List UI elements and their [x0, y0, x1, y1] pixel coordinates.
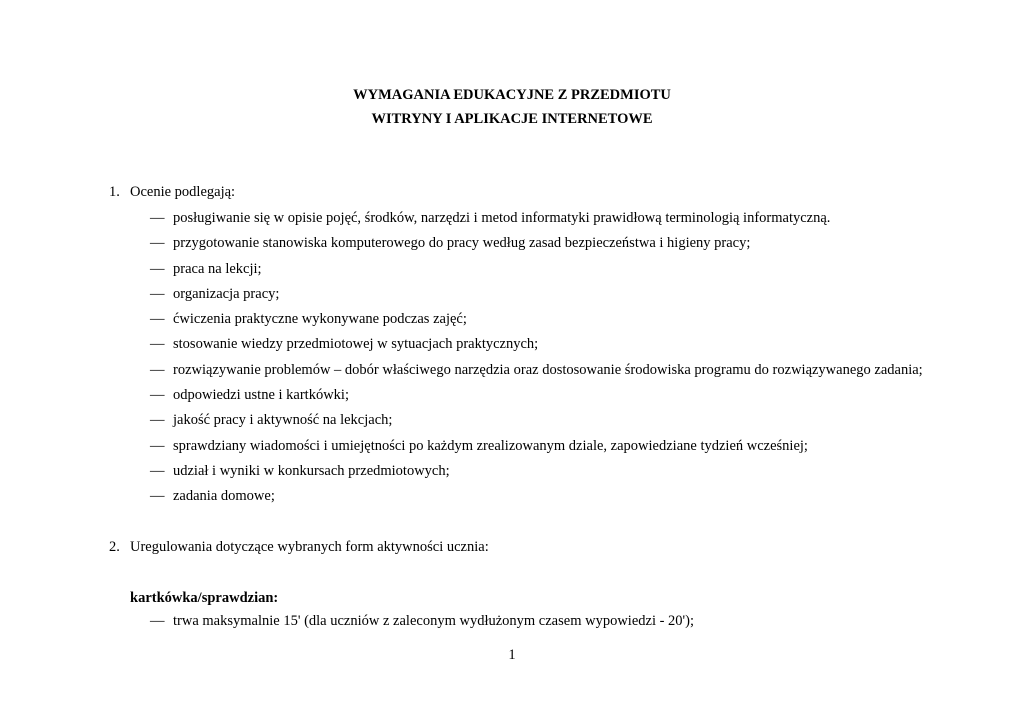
section-2-number: 2.	[109, 539, 120, 555]
list-item	[150, 336, 923, 361]
bullet-dash: —	[150, 387, 165, 404]
list-item	[150, 387, 923, 412]
list-item	[150, 261, 923, 286]
bullet-dash: —	[150, 613, 165, 629]
bullet-dash: —	[150, 488, 165, 505]
list-item-text: udział i wyniki w konkursach przedmiotowych;	[173, 462, 450, 479]
list-item	[150, 311, 923, 336]
section-2-list	[150, 613, 694, 630]
list-item-text: organizacja pracy;	[173, 285, 280, 302]
section-2-heading	[109, 539, 489, 556]
bullet-dash: —	[150, 336, 165, 353]
page-number: 1	[508, 647, 516, 663]
list-item-text: przygotowanie stanowiska komputerowego do pracy według zasad bezpieczeństwa i higieny pracy;	[173, 235, 751, 252]
list-item-text: zadania domowe;	[173, 488, 275, 505]
list-item-text: rozwiązywanie problemów – dobór właściwego narzędzia oraz dostosowanie środowiska programu do rozwiązywanego zadania;	[173, 361, 923, 378]
list-item-text: praca na lekcji;	[173, 260, 262, 277]
list-item-text: stosowanie wiedzy przedmiotowej w sytuacjach praktycznych;	[173, 336, 539, 353]
section-2-title: Uregulowania dotyczące wybranych form aktywności ucznia:	[130, 539, 489, 555]
list-item-text: jakość pracy i aktywność na lekcjach;	[173, 412, 393, 429]
list-item	[150, 235, 923, 260]
list-item-text: trwa maksymalnie 15' (dla uczniów z zaleconym wydłużonym czasem wypowiedzi - 20');	[173, 613, 695, 629]
list-item	[150, 488, 923, 513]
bullet-dash: —	[150, 462, 165, 479]
section-2-subheading: kartkówka/sprawdzian:	[130, 590, 279, 606]
bullet-dash: —	[150, 437, 165, 454]
bullet-dash: —	[150, 235, 165, 252]
list-item	[150, 210, 923, 235]
section-1-list	[150, 210, 923, 514]
list-item	[150, 412, 923, 437]
section-1-number: 1.	[109, 184, 120, 200]
list-item	[150, 286, 923, 311]
bullet-dash: —	[150, 311, 165, 328]
list-item-text: ćwiczenia praktyczne wykonywane podczas zajęć;	[173, 311, 467, 328]
list-item-text: posługiwanie się w opisie pojęć, środków, narzędzi i metod informatyki prawidłową terminologią informatyczną.	[173, 210, 831, 226]
list-item	[150, 362, 923, 387]
list-item	[150, 463, 923, 488]
section-1-heading	[109, 184, 235, 201]
bullet-dash: —	[150, 361, 165, 378]
list-item-text: sprawdziany wiadomości i umiejętności po każdym zrealizowanym dziale, zapowiedziane tydzień wcześniej;	[173, 437, 808, 454]
bullet-dash: —	[150, 285, 165, 302]
bullet-dash: —	[150, 260, 165, 277]
bullet-dash: —	[150, 412, 165, 429]
list-item	[150, 613, 694, 630]
section-1-title: Ocenie podlegają:	[130, 184, 236, 200]
list-item-text: odpowiedzi ustne i kartkówki;	[173, 387, 349, 404]
list-item	[150, 438, 923, 463]
document-title-line1: WYMAGANIA EDUKACYJNE Z PRZEDMIOTU	[353, 87, 671, 103]
bullet-dash: —	[150, 210, 165, 226]
document-title-line2: WITRYNY I APLIKACJE INTERNETOWE	[371, 111, 653, 127]
